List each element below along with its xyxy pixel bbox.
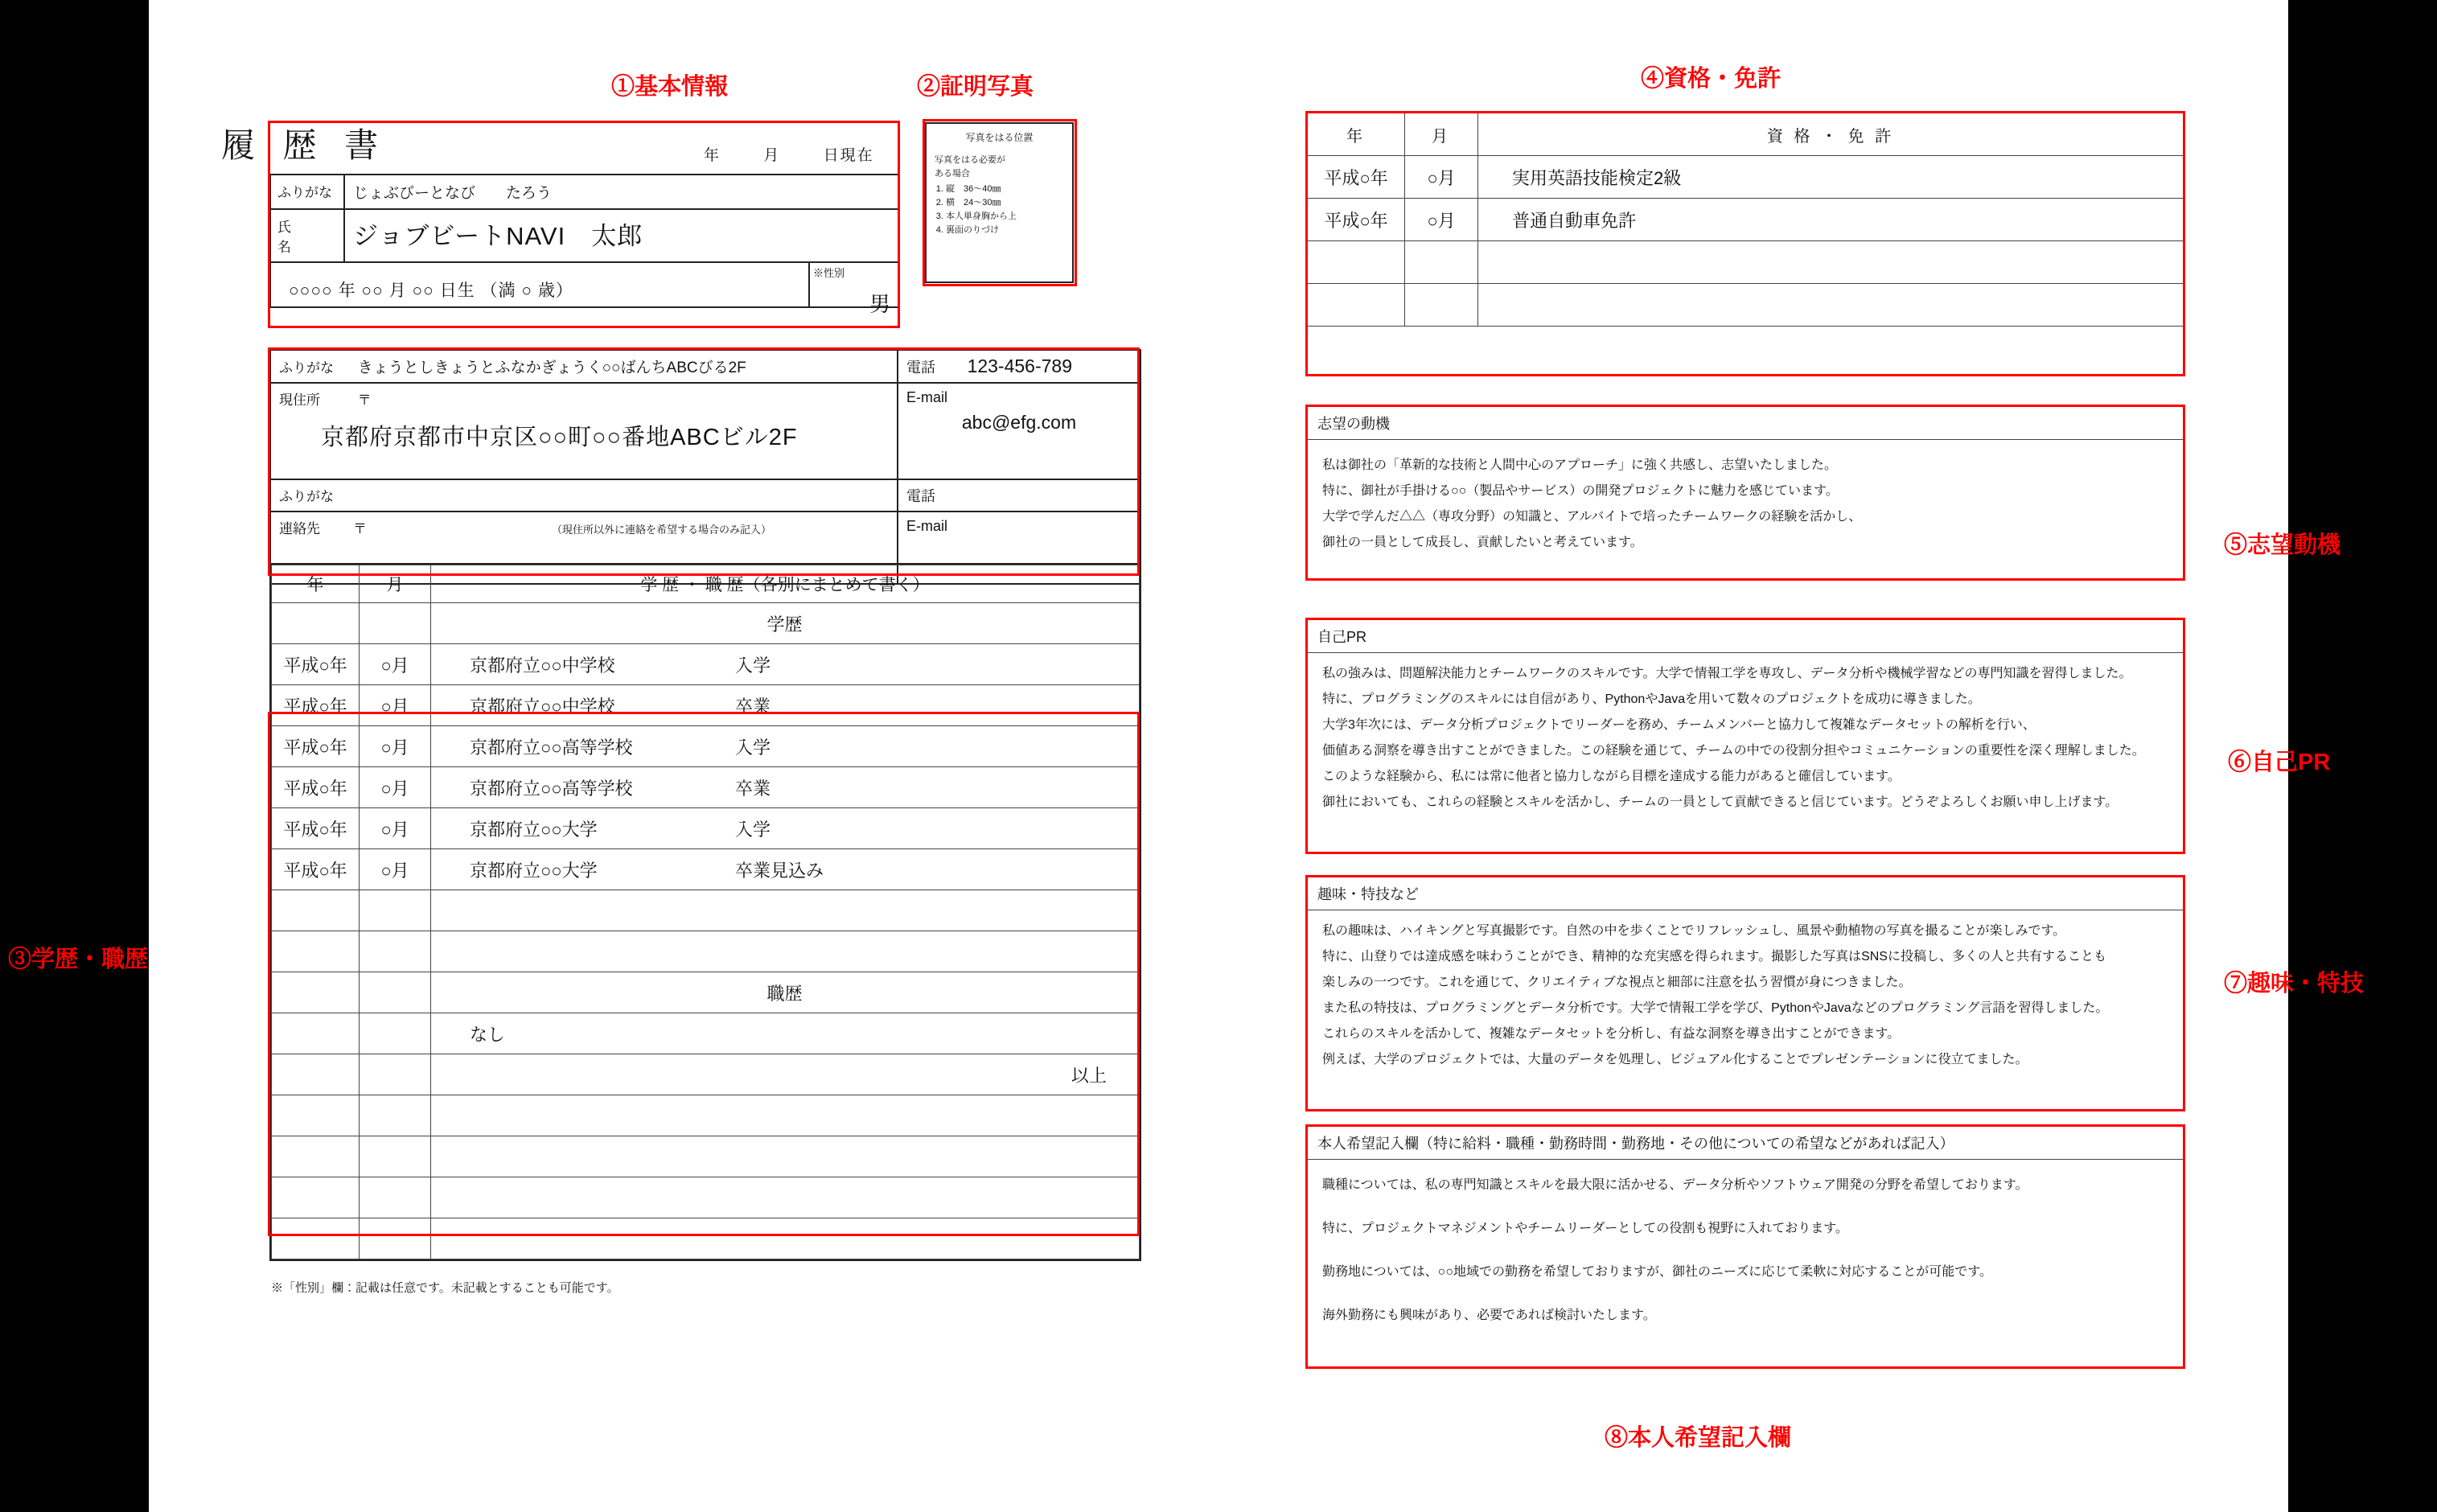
basic-info-table [269, 174, 900, 316]
table-row [1308, 156, 2184, 199]
qual-row-name [1478, 284, 2184, 327]
edu-row-event: 卒業 [735, 696, 771, 717]
qual-row-month: ○月 [1405, 199, 1478, 241]
qual-row-year: 平成○年 [1308, 199, 1405, 241]
qual-row-month [1405, 284, 1478, 327]
table-row [272, 1136, 1140, 1177]
selfpr-line: 御社においても、これらの経験とスキルを活かし、チームの一員として貢献できると信じています。どうぞよろしくお願い申し上げます。 [1322, 795, 2119, 809]
tel-cell [898, 351, 1140, 382]
qual-header-year: 年 [1308, 113, 1405, 156]
contact-note: （現住所以外に連絡を希望する場合のみ記入） [552, 524, 772, 536]
anno-selfpr: ⑥自己PR [2228, 750, 2331, 775]
edu-row-school: 京都府立○○中学校 [470, 655, 615, 676]
edu-row-body [431, 726, 1140, 767]
table-row [1308, 241, 2184, 284]
end-mark: 以上 [431, 1054, 1140, 1095]
email-label: E-mail [906, 389, 948, 405]
motivation-line: 私は御社の「革新的な技術と人間中心のアプローチ」に強く共感し、志望いたしました。 [1322, 458, 1838, 472]
request-body [1308, 1160, 2183, 1359]
hobby-section [1307, 877, 2184, 1110]
selfpr-line: 大学3年次には、データ分析プロジェクトでリーダーを務め、チームメンバーと協力して複雑なデータセットの解析を行い、 [1322, 718, 2036, 732]
name-label: 氏 名 [271, 210, 345, 261]
contact-email-label: E-mail [906, 518, 948, 534]
hobby-body [1308, 910, 2183, 1086]
address-furigana-row [271, 351, 1140, 384]
edu-row-school: 京都府立○○大学 [470, 860, 598, 881]
selfpr-line: 価値ある洞察を導き出すことができました。この経験を通じて、チームの中での役割分担やコミュニケーションの重要性を深く理解しました。 [1322, 744, 2145, 758]
education-work-table [269, 563, 1141, 1261]
table-row [272, 1095, 1140, 1136]
edu-row-school: 京都府立○○中学校 [470, 696, 615, 717]
address-main-head [271, 384, 897, 414]
table-row [272, 849, 1140, 890]
table-row [272, 1177, 1140, 1218]
motivation-line: 大学で学んだ△△（専攻分野）の知識と、アルバイトで培ったチームワークの経験を活かし、 [1322, 510, 1862, 524]
edu-header-year: 年 [272, 565, 360, 603]
edu-row-body [431, 767, 1140, 808]
edu-row-year: 平成○年 [272, 767, 360, 808]
photo-note-2: 2. 横 24～30㎜ [946, 196, 1064, 210]
furigana-row [271, 175, 898, 210]
anno-photo: ②証明写真 [917, 74, 1034, 100]
email-cell [898, 384, 1140, 479]
request-line: 職種については、私の専門知識とスキルを最大限に活かせる、データ分析やソフトウェア開発の分野を希望しております。 [1322, 1178, 2028, 1192]
anno-request: ⑧本人希望記入欄 [1605, 1425, 1792, 1451]
motivation-body [1308, 440, 2183, 569]
motivation-head: 志望の動機 [1308, 407, 2183, 440]
anno-qualification: ④資格・免許 [1641, 66, 1782, 92]
qual-header-month: 月 [1405, 113, 1478, 156]
edu-row-event: 入学 [735, 737, 771, 758]
qualification-table [1307, 113, 2184, 327]
address-furigana-label: ふりがな [279, 360, 334, 376]
edu-row-year: 平成○年 [272, 808, 360, 849]
qual-row-year: 平成○年 [1308, 156, 1405, 199]
table-row [272, 1013, 1140, 1054]
edu-row-event: 入学 [735, 655, 771, 676]
edu-row-month: ○月 [360, 644, 431, 685]
name-value: ジョブビートNAVI 太郎 [353, 222, 643, 250]
table-row [272, 1054, 1140, 1095]
furigana-value: じょぶびーとなび たろう [353, 185, 553, 202]
request-line: 特に、プロジェクトマネジメントやチームリーダーとしての役割も視野に入れております。 [1322, 1222, 1848, 1235]
edu-row-body [431, 849, 1140, 890]
selfpr-line: 特に、プログラミングのスキルには自信があり、PythonやJavaを用いて数々のプロジェクトを成功に導きました。 [1322, 692, 1981, 706]
hobby-line: 例えば、大学のプロジェクトでは、大量のデータを処理し、ビジュアル化することでプレゼンテーションに役立てました。 [1322, 1053, 2028, 1066]
tel-label: 電話 [906, 360, 935, 376]
edu-row-month: ○月 [360, 808, 431, 849]
request-head: 本人希望記入欄（特に給料・職種・勤務時間・勤務地・その他についての希望などがあれば記入） [1308, 1127, 2183, 1160]
furigana-label: ふりがな [271, 175, 345, 208]
selfpr-section [1307, 619, 2184, 853]
birth-row [271, 263, 898, 316]
date-day: 日現在 [823, 147, 874, 164]
edu-row-year: 平成○年 [272, 849, 360, 890]
table-row [272, 1218, 1140, 1259]
edu-header-body: 学 歴 ・ 職 歴（各別にまとめて書く） [431, 565, 1140, 603]
photo-note-3: 3. 本人単身胸から上 [946, 210, 1064, 224]
table-row [272, 890, 1140, 931]
date-line [704, 143, 874, 165]
contact-furigana-cell [271, 480, 898, 511]
request-line: 勤務地については、○○地域での勤務を希望しておりますが、御社のニーズに応じて柔軟に対応することが可能です。 [1322, 1265, 1992, 1279]
contact-tel-cell [898, 480, 1140, 511]
anno-education: ③学歴・職歴 [8, 947, 149, 972]
request-line: 海外勤務にも興味があり、必要であれば検討いたします。 [1322, 1309, 1656, 1322]
table-row [272, 726, 1140, 767]
name-row [271, 210, 898, 263]
edu-row-event: 卒業見込み [735, 860, 824, 881]
qual-row-name [1478, 241, 2184, 284]
edu-row-year: 平成○年 [272, 726, 360, 767]
contact-label: 連絡先 [279, 521, 320, 536]
edu-row-month: ○月 [360, 685, 431, 726]
request-section [1307, 1126, 2184, 1367]
table-row [272, 808, 1140, 849]
anno-motivation: ⑤志望動機 [2224, 532, 2341, 558]
current-address-value: 京都府京都市中京区○○町○○番地ABCビル2F [321, 425, 798, 450]
contact-furigana-label: ふりがな [279, 489, 334, 504]
photo-placeholder [925, 122, 1074, 283]
photo-note-4: 4. 裏面のりづけ [946, 224, 1064, 237]
gender-footnote: ※「性別」欄：記載は任意です。未記載とすることも可能です。 [271, 1281, 619, 1295]
current-address-label: 現住所 [279, 392, 320, 408]
qual-row-month: ○月 [1405, 156, 1478, 199]
table-row [272, 644, 1140, 685]
contact-tel-label: 電話 [906, 488, 935, 504]
hobby-head: 趣味・特技など [1308, 877, 2183, 910]
table-row [272, 767, 1140, 808]
selfpr-line: このような経験から、私には常に他者と協力しながら目標を達成する能力があると確信しています。 [1322, 770, 1901, 783]
contact-postal-mark: 〒 [353, 521, 367, 536]
anno-basic-info: ①基本情報 [611, 74, 729, 100]
email-value: abc@efg.com [961, 412, 1077, 433]
edu-row-body [431, 808, 1140, 849]
edu-row-school: 京都府立○○高等学校 [470, 778, 633, 799]
resume-page [8, 0, 2365, 1512]
hobby-line: 私の趣味は、ハイキングと写真撮影です。自然の中を歩くことでリフレッシュし、風景や動植物の写真を撮ることが楽しみです。 [1322, 924, 2066, 938]
address-table [269, 349, 1141, 585]
section-work-label: 職歴 [431, 972, 1140, 1013]
selfpr-line: 私の強みは、問題解決能力とチームワークのスキルです。大学で情報工学を専攻し、データ分析や機械学習などの専門知識を習得しました。 [1322, 667, 2132, 680]
hobby-line: また私の特技は、プログラミングとデータ分析です。大学で情報工学を学び、PythonやJavaなどのプログラミング言語を習得しました。 [1322, 1001, 2109, 1015]
date-month: 月 [763, 147, 781, 164]
hobby-line: 楽しみの一つです。これを通じて、クリエイティブな視点と細部に注意を払う習慣が身につきました。 [1322, 976, 1912, 989]
edu-header-month: 月 [360, 565, 431, 603]
section-education-label: 学歴 [431, 603, 1140, 644]
motivation-section [1307, 406, 2184, 579]
edu-row-body [431, 685, 1140, 726]
address-furigana-cell [271, 351, 898, 382]
contact-furigana-row [271, 480, 1140, 512]
edu-row-month: ○月 [360, 849, 431, 890]
table-row [272, 972, 1140, 1013]
gender-cell [808, 263, 898, 316]
table-row [272, 603, 1140, 644]
edu-row-month: ○月 [360, 767, 431, 808]
tel-value: 123-456-789 [967, 355, 1073, 376]
address-furigana-value: きょうとしきょうとふなかぎょうく○○ばんちABCびる2F [357, 360, 746, 376]
birth-value: ○○○○ 年 ○○ 月 ○○ 日生 （満 ○ 歳） [289, 281, 573, 300]
gender-value: 男 [869, 292, 890, 316]
photo-title: 写真をはる位置 [965, 132, 1034, 143]
edu-row-month: ○月 [360, 726, 431, 767]
selfpr-body [1308, 653, 2183, 828]
qual-row-year [1308, 241, 1405, 284]
selfpr-head: 自己PR [1308, 620, 2183, 653]
edu-row-year: 平成○年 [272, 685, 360, 726]
qual-row-name: 実用英語技能検定2級 [1478, 156, 2184, 199]
qual-row-month [1405, 241, 1478, 284]
table-row [1308, 199, 2184, 241]
qual-header-body: 資 格 ・ 免 許 [1478, 113, 2184, 156]
edu-row-school: 京都府立○○高等学校 [470, 737, 633, 758]
table-row [272, 685, 1140, 726]
edu-row-body [431, 644, 1140, 685]
table-header-row [272, 565, 1140, 603]
date-year: 年 [704, 147, 721, 164]
motivation-line: 特に、御社が手掛ける○○（製品やサービス）の開発プロジェクトに魅力を感じています。 [1322, 484, 1839, 498]
address-main-cell [271, 384, 898, 479]
page-title: 履 歴 書 [221, 128, 388, 165]
motivation-line: 御社の一員として成長し、貢献したいと考えています。 [1322, 536, 1643, 549]
edu-row-school: 京都府立○○大学 [470, 819, 598, 840]
address-main-row [271, 384, 1140, 480]
edu-row-event: 入学 [735, 819, 771, 840]
postal-mark: 〒 [357, 392, 372, 408]
qual-row-name: 普通自動車免許 [1478, 199, 2184, 241]
work-value: なし [431, 1013, 1140, 1054]
hobby-line: これらのスキルを活かして、複雑なデータセットを分析し、有益な洞察を導き出すことができます。 [1322, 1027, 1901, 1041]
table-header-row [1308, 113, 2184, 156]
gender-label: ※性別 [813, 267, 845, 279]
edu-row-year: 平成○年 [272, 644, 360, 685]
edu-row-event: 卒業 [735, 778, 771, 799]
photo-note-1: 1. 縦 36～40㎜ [946, 183, 1064, 196]
hobby-line: 特に、山登りでは達成感を味わうことができ、精神的な充実感を得られます。撮影した写真はSNSに投稿し、多くの人と共有することも [1322, 950, 2106, 963]
table-row [1308, 284, 2184, 327]
table-row [272, 931, 1140, 972]
anno-hobby: ⑦趣味・特技 [2224, 971, 2365, 996]
qual-row-year [1308, 284, 1405, 327]
photo-lead: 写真をはる必要が ある場合 [935, 154, 1005, 179]
